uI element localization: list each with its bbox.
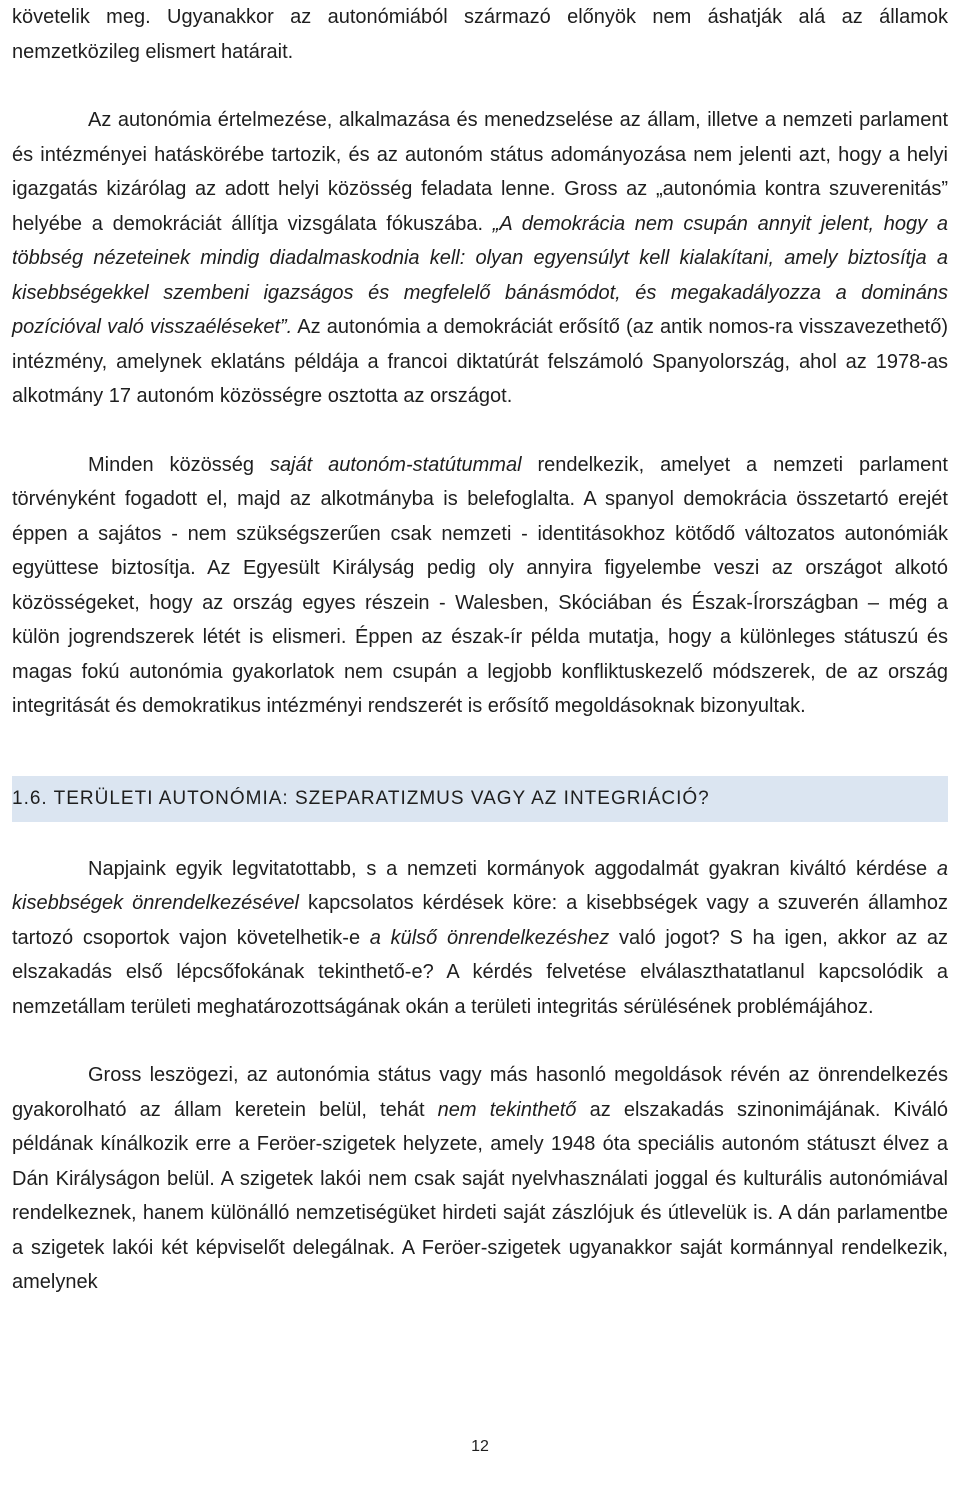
italic-term: nem tekinthető [437,1098,577,1121]
paragraph-text: Gross leszögezi, az autonómia státus vagy más hasonló megoldások révén az önrendelkezés gyakorolható az állam keretein belül, tehát [12,1064,948,1121]
section-heading: 1.6. TERÜLETI AUTONÓMIA: SZEPARATIZMUS VAGY AZ INTEGRIÁCIÓ? [12,776,948,822]
italic-term: saját autonóm-statútummal [269,453,522,476]
document-page [12,0,948,1300]
italic-term: a külső önrendelkezéshez [369,926,610,949]
paragraph-text: követelik meg. Ugyanakkor az autonómiából származó előnyök nem áshatják alá az államok nemzetközileg elismert határait. [12,6,948,63]
paragraph-text: kapcsolatos kérdések köre: a kisebbségek vagy a szuverén államhoz tartozó csoportok vajon követelhetik-e [12,892,948,949]
paragraph [12,0,948,69]
italic-term: a kisebbségek önrendelkezésével [12,857,948,914]
paragraph [12,448,948,724]
paragraph-text: Az autonómia értelmezése, alkalmazása és menedzselése az állam, illetve a nemzeti parlament és intézményei hatáskörébe tartozik, és az autonóm státus adományozása nem jelenti azt, hogy a helyi igazgatás kizárólag az adott helyi közösség feladata lenne. Gross az „autonómia kontra szuverenitás” helyébe a demokráciát állítja vizsgálata fókuszába. [12,109,948,235]
paragraph-text: rendelkezik, amelyet a nemzeti parlament törvényként fogadott el, majd az alkotmányba is belefoglalta. A spanyol demokrácia összetartó erejét éppen a sajátos - nem szükségszerűen csak nemzeti - identitásokhoz kötődő változatos autonómiák együttese biztosítja. Az Egyesült Királyság pedig oly annyira figyelembe veszi az országot alkotó közösségeket, hogy az ország egyes részein - Walesben, Skóciában és Észak-Írországban – még a külön jogrendszerek létét is elismeri. Éppen az észak-ír példa mutatja, hogy a különleges státuszú és magas fokú autonómia gyakorlatok nem csupán a legjobb konfliktuskezelő módszerek, de az ország integritását és demokratikus intézményi rendszerét is erősítő megoldásoknak bizonyultak. [12,453,948,717]
paragraph-text: való jogot? S ha igen, akkor az az elszakadás első lépcsőfokának tekinthető-e? A kérdés felvetése elválaszthatatlanul kapcsolódik a nemzetállam területi meghatározottságának okán a területi integritás sérülésének problémájához. [12,926,949,1018]
paragraph-text: az elszakadás szinonimájának. Kiváló példának kínálkozik erre a Feröer-szigetek helyzete, amely 1948 óta speciális autonóm státuszt élvez a Dán Királyságon belül. A szigetek lakói nem csak saját nyelvhasználati joggal és kulturális autonómiával rendelkeznek, hanem különálló nemzetiségüket hirdeti saját zászlójuk és útlevelük is. A dán parlamentbe a szigetek lakói két képviselőt delegálnak. A Feröer-szigetek ugyanakkor saját kormánnyal rendelkezik, amelynek [12,1098,949,1293]
paragraph [12,1058,948,1300]
paragraph [12,103,948,414]
paragraph-text: Napjaink egyik legvitatottabb, s a nemzeti kormányok aggodalmát gyakran kiváltó kérdése [88,857,928,880]
paragraph-text: Az autonómia a demokráciát erősítő (az antik nomos-ra visszavezethető) intézmény, amelynek eklatáns példája a francoi diktatúrát felszámoló Spanyolország, ahol az 1978-as alkotmány 17 autonóm közösségre osztotta az országot. [12,316,948,407]
italic-quote: „A demokrácia nem csupán annyit jelent, hogy a többség nézeteinek mindig diadalmaskodnia kell: olyan egyensúlyt kell kialakítani, amely biztosítja a kisebbségekkel szembeni igazságos és megfelelő bánásmódot, és megakadályozza a domináns pozícióval való visszaéléseket”. [12,212,948,338]
paragraph [12,852,948,1025]
page-number: 12 [471,1438,489,1455]
paragraph-text: Minden közösség [88,453,255,476]
